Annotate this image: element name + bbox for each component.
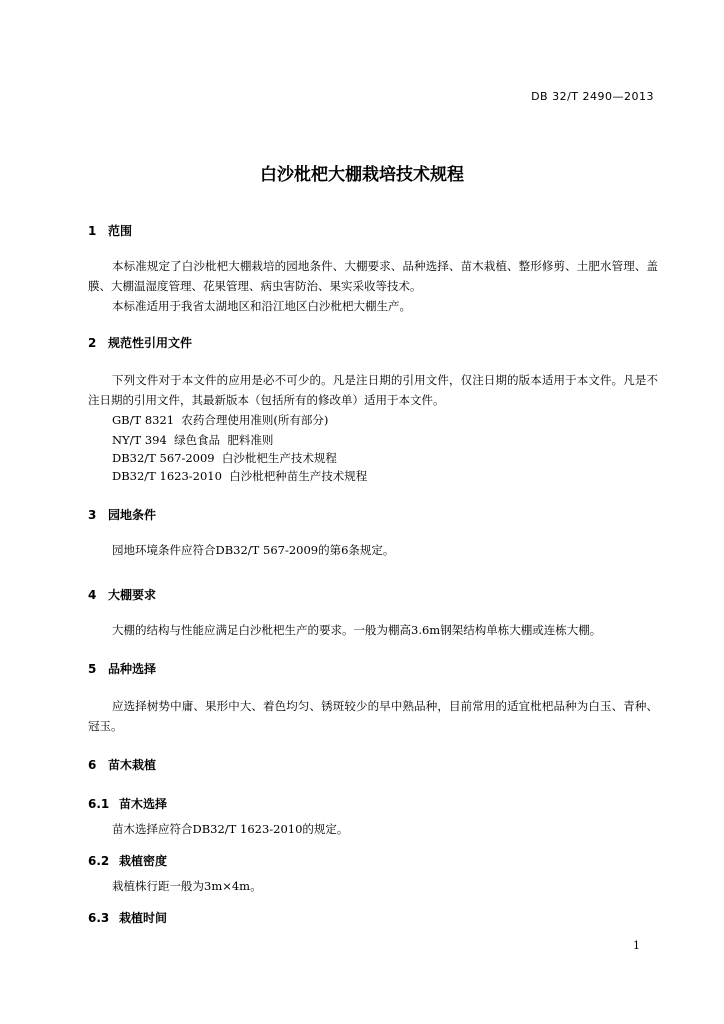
section-1-paragraph-2: 本标准适用于我省太湖地区和沿江地区白沙枇杷大棚生产。	[112, 299, 411, 313]
section-4-heading	[88, 586, 658, 603]
reference-item: DB32/T 567-2009 白沙枇杷生产技术规程	[112, 451, 337, 465]
subsection-number: 6.3	[88, 911, 110, 925]
reference-item: GB/T 8321 农药合理使用准则(所有部分)	[112, 413, 329, 427]
section-number: 6	[88, 758, 97, 772]
subsection-title: 栽植密度	[119, 854, 168, 868]
section-number: 3	[88, 508, 97, 522]
document-title: 白沙枇杷大棚栽培技术规程	[260, 165, 464, 185]
section-number: 2	[88, 336, 97, 350]
reference-item: DB32/T 1623-2010 白沙枇杷种苗生产技术规程	[112, 469, 368, 483]
reference-item: NY/T 394 绿色食品 肥料准则	[112, 433, 274, 447]
section-4-paragraph-1: 大棚的结构与性能应满足白沙枇杷生产的要求。一般为棚高3.6m钢架结构单栋大棚或连栋大棚。	[112, 623, 602, 637]
section-number: 5	[88, 662, 97, 676]
section-title: 苗木栽植	[108, 758, 157, 772]
section-1-heading	[88, 222, 658, 239]
section-3-heading	[88, 506, 658, 523]
section-title: 园地条件	[108, 508, 157, 522]
subsection-6-2-paragraph: 栽植株行距一般为3m×4m。	[112, 879, 262, 893]
subsection-6-1-heading	[88, 795, 658, 812]
section-3-paragraph-1: 园地环境条件应符合DB32/T 567-2009的第6条规定。	[112, 543, 395, 557]
section-title: 规范性引用文件	[108, 336, 193, 350]
section-title: 范围	[108, 224, 133, 238]
subsection-6-1-paragraph: 苗木选择应符合DB32/T 1623-2010的规定。	[112, 822, 349, 836]
section-number: 1	[88, 224, 97, 238]
section-2-paragraph-1: 下列文件对于本文件的应用是必不可少的。凡是注日期的引用文件，仅注日期的版本适用于本文件。凡是不注日期的引用文件，其最新版本（包括所有的修改单）适用于本文件。	[88, 373, 658, 407]
subsection-6-3-heading	[88, 909, 658, 926]
section-5-heading	[88, 660, 658, 677]
subsection-title: 栽植时间	[119, 911, 168, 925]
section-1-paragraph-1: 本标准规定了白沙枇杷大棚栽培的园地条件、大棚要求、品种选择、苗木栽植、整形修剪、土肥水管理、盖膜、大棚温湿度管理、花果管理、病虫害防治、果实采收等技术。	[88, 259, 658, 293]
subsection-title: 苗木选择	[119, 797, 168, 811]
section-2-heading	[88, 334, 658, 351]
subsection-number: 6.2	[88, 854, 110, 868]
section-number: 4	[88, 588, 97, 602]
section-title: 品种选择	[108, 662, 157, 676]
section-6-heading	[88, 756, 658, 773]
subsection-6-2-heading	[88, 852, 658, 869]
section-title: 大棚要求	[108, 588, 157, 602]
document-code: DB 32/T 2490—2013	[531, 90, 654, 103]
page-number: 1	[633, 939, 640, 952]
subsection-number: 6.1	[88, 797, 110, 811]
section-5-paragraph-1: 应选择树势中庸、果形中大、着色均匀、锈斑较少的早中熟品种，目前常用的适宜枇杷品种为白玉、青种、冠玉。	[88, 699, 658, 733]
